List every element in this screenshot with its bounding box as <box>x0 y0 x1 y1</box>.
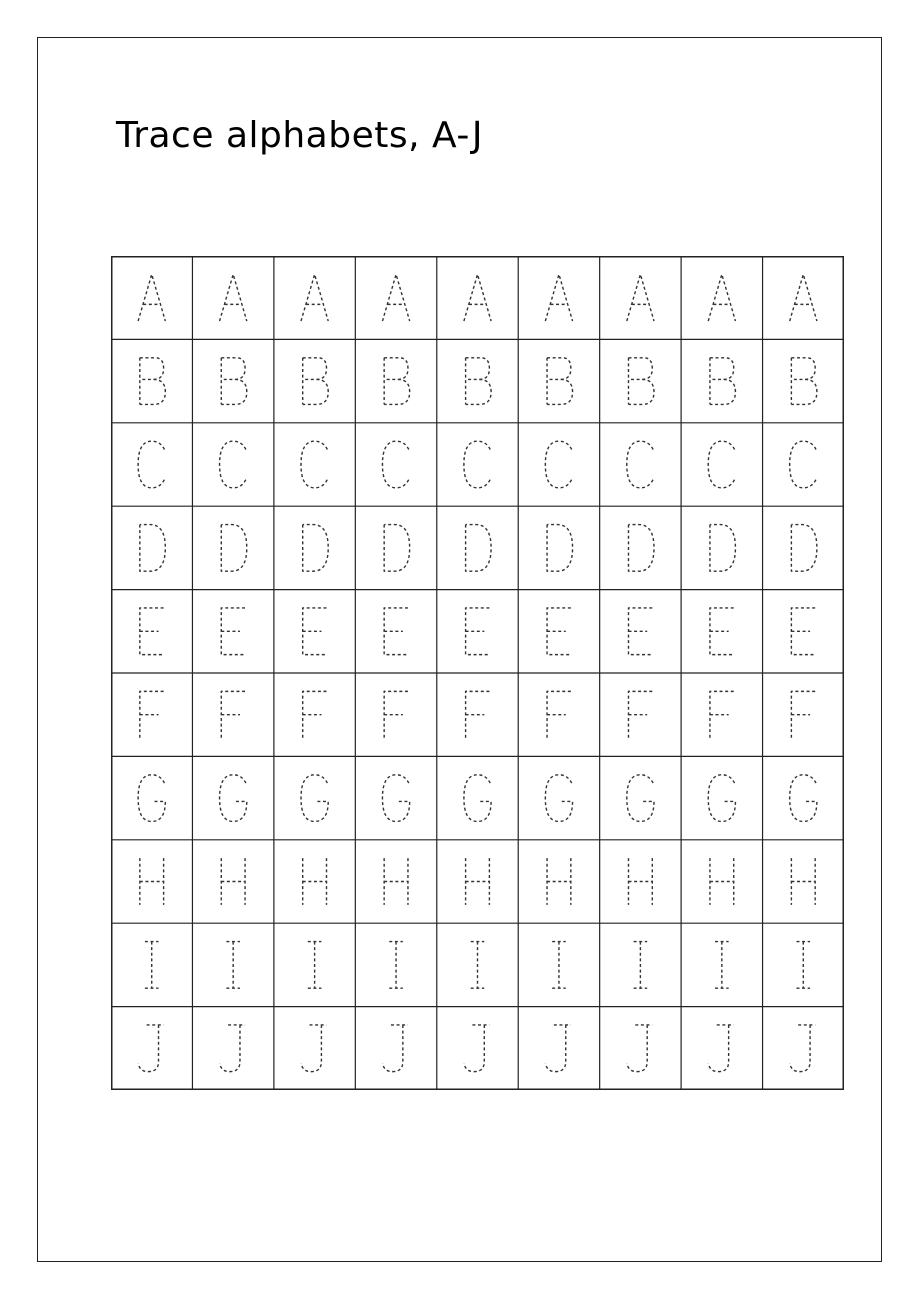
trace-letter-a <box>627 274 654 321</box>
trace-letter-i <box>389 942 403 989</box>
tracing-grid <box>111 256 844 1090</box>
trace-letter-i <box>145 942 159 989</box>
trace-letter-d <box>466 525 492 572</box>
trace-letter-h <box>221 858 245 905</box>
trace-letter-b <box>547 358 573 405</box>
trace-letter-f <box>628 691 652 738</box>
trace-letter-g <box>382 775 409 822</box>
trace-letter-e <box>710 608 734 655</box>
trace-letter-c <box>708 441 734 488</box>
trace-letter-e <box>384 608 408 655</box>
trace-letter-b <box>221 358 247 405</box>
trace-letter-f <box>303 691 327 738</box>
trace-letter-e <box>140 608 164 655</box>
trace-letter-j <box>220 1025 246 1072</box>
trace-letter-b <box>466 358 492 405</box>
trace-letter-b <box>384 358 410 405</box>
trace-letter-c <box>545 441 571 488</box>
trace-letter-c <box>301 441 327 488</box>
trace-letter-b <box>791 358 817 405</box>
trace-letter-d <box>628 525 654 572</box>
trace-letter-j <box>138 1025 164 1072</box>
trace-letter-e <box>628 608 652 655</box>
trace-letter-i <box>308 942 322 989</box>
trace-letter-b <box>628 358 654 405</box>
trace-letter-j <box>790 1025 816 1072</box>
trace-letter-d <box>791 525 817 572</box>
trace-letter-e <box>466 608 490 655</box>
trace-letter-f <box>791 691 815 738</box>
trace-letter-a <box>382 274 409 321</box>
trace-letter-j <box>464 1025 490 1072</box>
trace-letter-i <box>471 942 485 989</box>
trace-letter-f <box>221 691 245 738</box>
trace-letter-j <box>301 1025 327 1072</box>
trace-letter-i <box>715 942 729 989</box>
trace-letter-h <box>710 858 734 905</box>
trace-letter-i <box>226 942 240 989</box>
trace-letter-b <box>710 358 736 405</box>
trace-letter-h <box>547 858 571 905</box>
trace-letter-f <box>140 691 164 738</box>
trace-letter-f <box>710 691 734 738</box>
trace-letter-g <box>790 775 817 822</box>
trace-letter-c <box>220 441 246 488</box>
trace-letter-g <box>708 775 735 822</box>
trace-letter-f <box>547 691 571 738</box>
trace-letter-c <box>382 441 408 488</box>
trace-letter-h <box>628 858 652 905</box>
trace-letter-j <box>545 1025 571 1072</box>
trace-letter-a <box>464 274 491 321</box>
trace-letter-j <box>708 1025 734 1072</box>
trace-letter-g <box>301 775 328 822</box>
trace-letter-e <box>303 608 327 655</box>
trace-letter-j <box>627 1025 653 1072</box>
trace-letter-c <box>138 441 164 488</box>
trace-letter-d <box>710 525 736 572</box>
trace-letter-h <box>384 858 408 905</box>
trace-letter-h <box>791 858 815 905</box>
trace-letter-g <box>545 775 572 822</box>
trace-letter-b <box>303 358 329 405</box>
trace-letter-d <box>303 525 329 572</box>
trace-letter-h <box>303 858 327 905</box>
trace-letter-b <box>140 358 166 405</box>
trace-letter-a <box>545 274 572 321</box>
trace-letter-d <box>140 525 166 572</box>
trace-letter-e <box>221 608 245 655</box>
trace-letter-a <box>138 274 165 321</box>
trace-letter-a <box>708 274 735 321</box>
trace-letter-g <box>627 775 654 822</box>
trace-letter-h <box>140 858 164 905</box>
trace-letter-f <box>384 691 408 738</box>
trace-letter-i <box>552 942 566 989</box>
trace-letter-g <box>138 775 165 822</box>
trace-letter-d <box>547 525 573 572</box>
trace-letter-f <box>466 691 490 738</box>
trace-letter-h <box>466 858 490 905</box>
trace-letter-c <box>464 441 490 488</box>
trace-letter-g <box>220 775 247 822</box>
trace-letter-e <box>547 608 571 655</box>
trace-letter-g <box>464 775 491 822</box>
trace-letter-c <box>790 441 816 488</box>
trace-letter-a <box>301 274 328 321</box>
trace-letter-i <box>634 942 648 989</box>
trace-letter-i <box>796 942 810 989</box>
trace-letter-e <box>791 608 815 655</box>
trace-letter-a <box>790 274 817 321</box>
trace-letter-a <box>220 274 247 321</box>
trace-letter-c <box>627 441 653 488</box>
trace-letter-j <box>382 1025 408 1072</box>
trace-letter-d <box>384 525 410 572</box>
tracing-grid-svg <box>111 256 844 1090</box>
trace-letter-d <box>221 525 247 572</box>
worksheet-title: Trace alphabets, A-J <box>116 115 483 156</box>
